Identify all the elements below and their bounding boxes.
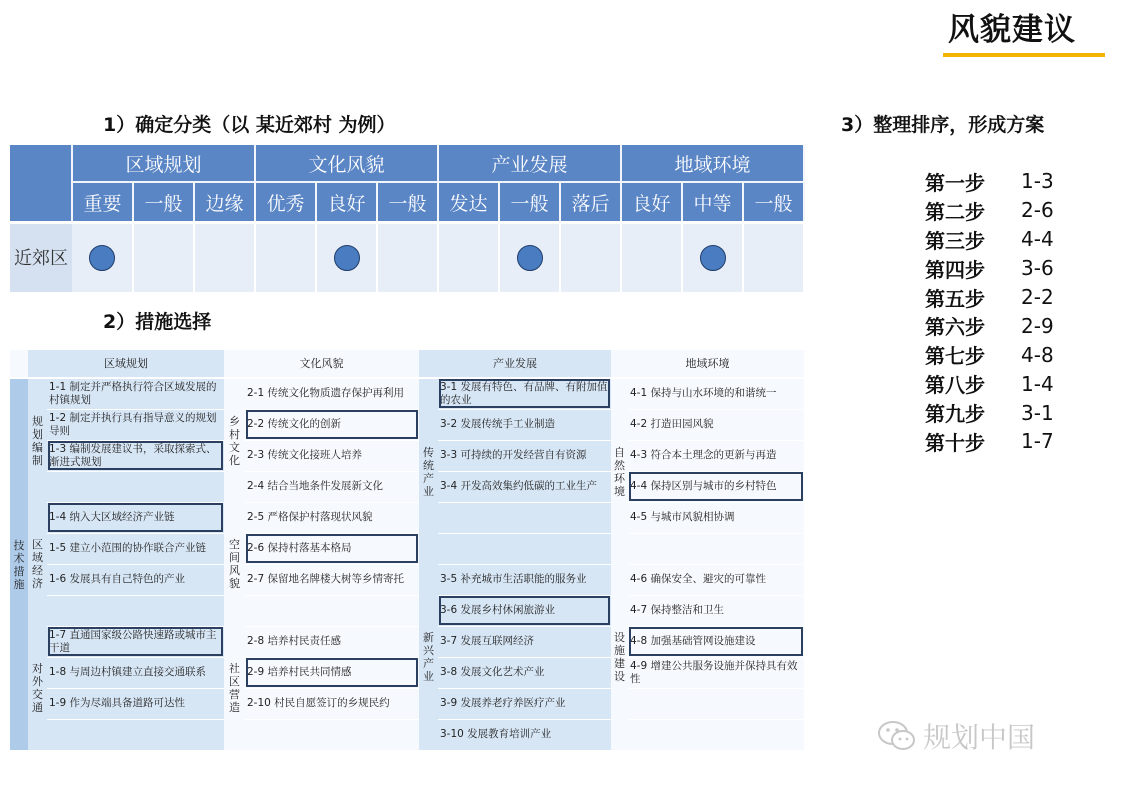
grade-cell [377,223,438,293]
measure-item: 3-3 可持续的开发经营自有资源 [438,440,611,471]
grade-header: 良好 [316,182,377,223]
measure-item: 2-1 传统文化物质遗存保护再利用 [245,378,419,409]
group-label: 新兴产业 [419,564,438,750]
watermark-text: 规划中国 [923,721,1036,754]
measure-item: 3-7 发展互联网经济 [438,626,611,657]
grade-header: 中等 [682,182,743,223]
measure-item: 3-4 开发高效集约低碳的工业生产 [438,471,611,502]
step-code: 2-9 [1021,313,1054,338]
step-code: 4-4 [1021,227,1054,252]
step-row [925,254,1054,283]
title-underline [943,53,1105,57]
grade-cell [438,223,499,293]
group-header: 区域规划 [72,145,255,182]
selected-dot [517,245,543,271]
col-header-environment: 地域环境 [611,350,804,378]
grade-header: 一般 [133,182,194,223]
grade-header: 一般 [743,182,804,223]
section2-heading: 2）措施选择 [103,311,212,333]
measure-item: 1-2 制定并执行具有指导意义的规划导则 [47,409,224,440]
step-label: 第五步 [925,286,985,311]
measure-item: 1-6 发展具有自己特色的产业 [47,564,224,595]
measure-item: 1-4 纳入大区域经济产业链 [47,502,224,533]
step-row [925,283,1054,312]
measure-item: 3-6 发展乡村休闲旅游业 [438,595,611,626]
grade-header: 边缘 [194,182,255,223]
measure-item: 1-5 建立小范围的协作联合产业链 [47,533,224,564]
measure-blank [245,595,419,626]
grade-cell [133,223,194,293]
wechat-icon [877,720,917,752]
step-code: 1-4 [1021,371,1054,396]
section3-heading: 3）整理排序，形成方案 [841,114,1045,136]
measure-item: 3-8 发展文化艺术产业 [438,657,611,688]
grade-header: 优秀 [255,182,316,223]
corner-blank [10,350,28,378]
group-label: 设施建设 [611,564,628,750]
grade-cell [682,223,743,293]
selected-dot [334,245,360,271]
measure-item: 4-4 保持区别与城市的乡村特色 [628,471,804,502]
measure-item: 1-1 制定并严格执行符合区域发展的村镇规划 [47,378,224,409]
col-header-industry: 产业发展 [419,350,611,378]
measure-item: 4-2 打造田园风貌 [628,409,804,440]
measure-blank [628,533,804,564]
row-label-suburban: 近郊区 [10,223,72,293]
section1-heading: 1）确定分类（以 某近郊村 为例） [103,114,396,136]
grade-header: 一般 [499,182,560,223]
measure-item: 1-3 编制发展建议书，采取探索式、渐进式规划 [47,440,224,471]
selected-dot [700,245,726,271]
measure-item: 2-4 结合当地条件发展新文化 [245,471,419,502]
step-row [925,167,1054,196]
step-row [925,196,1054,225]
grade-cell [72,223,133,293]
classification-table [10,145,805,292]
grade-header: 落后 [560,182,621,223]
measure-item: 4-5 与城市风貌相协调 [628,502,804,533]
measure-item: 3-10 发展教育培训产业 [438,719,611,750]
measure-item: 3-2 发展传统手工业制造 [438,409,611,440]
measure-item: 4-9 增建公共服务设施并保持具有效性 [628,657,804,688]
grade-header: 发达 [438,182,499,223]
grade-cell [255,223,316,293]
group-header: 产业发展 [438,145,621,182]
step-row [925,340,1054,369]
measure-blank [47,719,224,750]
grade-header: 一般 [377,182,438,223]
grade-header: 重要 [72,182,133,223]
step-label: 第三步 [925,228,985,253]
selected-dot [89,245,115,271]
step-list [925,167,1054,456]
grade-cell [316,223,377,293]
group-label: 区域经济 [28,502,47,626]
measure-item: 1-7 直通国家级公路快速路或城市主干道 [47,626,224,657]
measure-blank [438,502,611,533]
step-code: 1-3 [1021,169,1054,194]
step-label: 第六步 [925,315,985,340]
measure-blank [628,719,804,750]
measure-item: 4-6 确保安全、避灾的可靠性 [628,564,804,595]
watermark [877,716,1035,756]
group-header: 文化风貌 [255,145,438,182]
measure-item: 3-5 补充城市生活职能的服务业 [438,564,611,595]
group-label: 对外交通 [28,626,47,750]
step-label: 第四步 [925,257,985,282]
step-label: 第一步 [925,170,985,195]
grade-cell [743,223,804,293]
step-code: 4-8 [1021,342,1054,367]
measure-item: 1-8 与周边村镇建立直接交通联系 [47,657,224,688]
step-row [925,427,1054,456]
step-label: 第十步 [925,430,985,455]
group-label: 自然环境 [611,378,628,564]
measure-item: 2-6 保持村落基本格局 [245,533,419,564]
step-code: 1-7 [1021,429,1054,454]
group-label: 乡村文化 [224,378,245,502]
measure-item: 3-9 发展养老疗养医疗产业 [438,688,611,719]
group-label: 社区营造 [224,626,245,750]
measures-table [10,350,804,751]
group-header: 地域环境 [621,145,804,182]
step-row [925,369,1054,398]
step-row [925,398,1054,427]
step-code: 3-6 [1021,256,1054,281]
grade-cell [194,223,255,293]
grade-cell [560,223,621,293]
measure-item: 2-7 保留地名牌楼大树等乡情寄托 [245,564,419,595]
measure-item: 1-9 作为尽端具备道路可达性 [47,688,224,719]
measure-item: 4-8 加强基础管网设施建设 [628,626,804,657]
measure-item: 2-8 培养村民责任感 [245,626,419,657]
outer-label: 技术措施 [10,378,28,750]
step-label: 第二步 [925,199,985,224]
measure-blank [47,471,224,502]
group-label: 空间风貌 [224,502,245,626]
measure-blank [438,533,611,564]
measure-blank [47,595,224,626]
measure-blank [245,719,419,750]
step-row [925,225,1054,254]
measure-item: 2-3 传统文化接班人培养 [245,440,419,471]
step-row [925,311,1054,340]
measure-blank [628,688,804,719]
measure-item: 2-9 培养村民共同情感 [245,657,419,688]
step-label: 第七步 [925,344,985,369]
step-code: 2-2 [1021,285,1054,309]
group-label: 传统产业 [419,378,438,564]
measure-item: 2-5 严格保护村落现状风貌 [245,502,419,533]
measure-item: 4-1 保持与山水环境的和谐统一 [628,378,804,409]
step-label: 第八步 [925,373,985,398]
step-code: 2-6 [1021,198,1054,223]
table-corner [10,145,72,223]
col-header-regional: 区域规划 [28,350,224,378]
page-title: 风貌建议 [948,12,1076,48]
measure-item: 4-3 符合本土理念的更新与再造 [628,440,804,471]
grade-cell [621,223,682,293]
measure-item: 3-1 发展有特色、有品牌、有附加值的农业 [438,378,611,409]
step-label: 第九步 [925,402,985,427]
group-label: 规划编制 [28,378,47,502]
col-header-culture: 文化风貌 [224,350,419,378]
grade-header: 良好 [621,182,682,223]
grade-cell [499,223,560,293]
measure-item: 2-10 村民自愿签订的乡规民约 [245,688,419,719]
measure-item: 4-7 保持整洁和卫生 [628,595,804,626]
step-code: 3-1 [1021,400,1054,425]
measure-item: 2-2 传统文化的创新 [245,409,419,440]
